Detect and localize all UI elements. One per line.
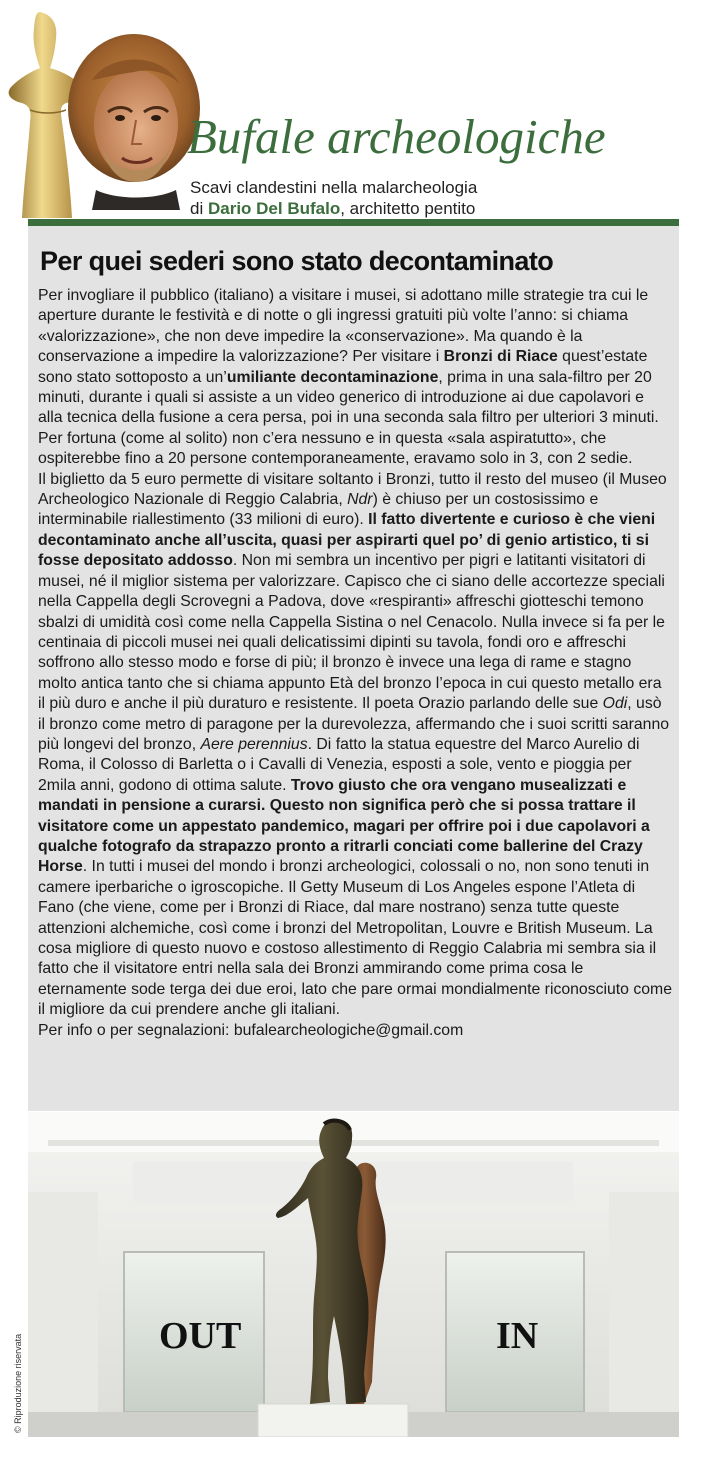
bronze-statue-photo [28,1112,679,1437]
text-run: quest’estate sono stato sottoposto a un’ [38,348,648,386]
italic-run: Odi [602,695,628,713]
door-label-in: IN [496,1315,539,1357]
article-paragraph [38,470,672,1021]
author-portrait-image [56,20,206,210]
author-name: Dario Del Bufalo [207,199,341,218]
article-body [38,286,672,1041]
text-run: . Di fatto la statua equestre del Marco Aurelio di Roma, il Colosso di Barletta o i Cavalli di Venezia, esposti a sole, vento e pioggia per 2mila anni, godono di ottima salute. [38,735,640,794]
museum-photo [28,1112,679,1437]
text-run: ) è chiuso per un costosissimo e interminabile riallestimento (33 milioni di euro). [38,491,599,529]
bold-run: Trovo giusto che ora vengano musealizzati e mandati in pensione a curarsi. Questo non significa però che si possa trattare il visitatore come un appestato pandemico, magari per offrire poi i due capolavori a qualche fotografo da strapazzo pronto a ritrarli conciati come ballerine del Crazy Horse [38,776,650,876]
door-label-out: OUT [159,1315,242,1357]
column-header [0,0,709,232]
text-run: . Non mi sembra un incentivo per pigri e latitanti visitatori di musei, né il miglior sistema per valorizzare. Capisco che ci siano delle accortezze speciali nella Cappella degli Scrovegni a Padova, dove «respiranti» affreschi giotteschi temono sbalzi di umidità così come nella Cappella Sistina o nel Cenacolo. Nulla invece si fa per le centinaia di piccoli musei nei quali delicatissimi dipinti su tavola, fondi oro e affreschi soffrono allo stesso modo e forse di più; il bronzo è invece una lega di rame e stagno molto antica tanto che si chiama appunto Età del bronzo l’epoca in cui questo metallo era il più duro e anche il più duraturo e resistente. Il poeta Orazio parlando delle sue [38,552,665,713]
column-byline [190,199,475,219]
bold-run: umiliante decontaminazione [226,368,439,386]
article-headline: Per quei sederi sono stato decontaminato [40,246,554,276]
bold-run: Bronzi di Riace [443,348,558,366]
column-title: Bufale archeologiche [187,109,606,164]
article-box [28,226,679,1111]
byline-suffix: , architetto pentito [340,199,476,218]
italic-run: Ndr [347,491,373,509]
text-run: , usò il bronzo come metro di paragone per la durevolezza, affermando che i suoi scritti saranno più longevi del bronzo, [38,695,670,753]
article-paragraph [38,286,672,470]
column-subtitle: Scavi clandestini nella malarcheologia [190,178,478,197]
copyright-credit: © Riproduzione riservata [13,1333,23,1433]
header-divider [28,219,679,226]
text-run: , prima in una sala-filtro per 20 minuti, durante i quali si assiste a un video generico di introduzione ai due capolavori e alla tecnica della fusione a cera persa, poi in una seconda sala filtro per ulteriori 3 minuti. Per fortuna (come al solito) non c’era nessuno e in questa «sala aspiratutto», che ospiterebbe fino a 20 persone contemporaneamente, eravamo solo in 3, con 2 sedie. [38,368,659,468]
italic-run: Aere perennius [200,735,308,753]
contact-line: Per info o per segnalazioni: bufalearcheologiche@gmail.com [38,1021,464,1039]
text-run: . In tutti i musei del mondo i bronzi archeologici, colossali o no, non sono tenuti in camere iperbariche o igroscopiche. Il Getty Museum di Los Angeles espone l’Atleta di Fano (che viene, come per i Bronzi di Riace, dal mare nostrano) senza tutte queste attenzioni alchemiche, così come i bronzi del Metropolitan, Louvre e British Museum. La cosa migliore di questo nuovo e costoso allestimento di Reggio Calabria mi sembra sia il fatto che il visitatore entri nella sala dei Bronzi ammirando come prima cosa le eternamente sode terga dei due eroi, lato che pare ormai mondialmente riconosciuto come il migliore da cui prendere anche gli italiani. [38,858,672,1019]
bold-run: Il fatto divertente e curioso è che vieni decontaminato anche all’uscita, quasi per aspirarti quel po’ di genio artistico, ti si fosse depositato addosso [38,511,656,570]
byline-prefix: di [190,199,208,218]
text-run: Il biglietto da 5 euro permette di visitare soltanto i Bronzi, tutto il resto del museo (il Museo Archeologico Nazionale di Reggio Calabria, [38,470,667,509]
text-run: Per invogliare il pubblico (italiano) a visitare i musei, si adottano mille strategie tra cui le aperture durante le festività e di notte o gli ingressi gratuiti più volte l’anno: si chiama «valorizzazione», che non deve impedire la «conservazione». Ma quando è la conservazione a impedire la valorizzazione? Per visitare i [38,287,649,366]
